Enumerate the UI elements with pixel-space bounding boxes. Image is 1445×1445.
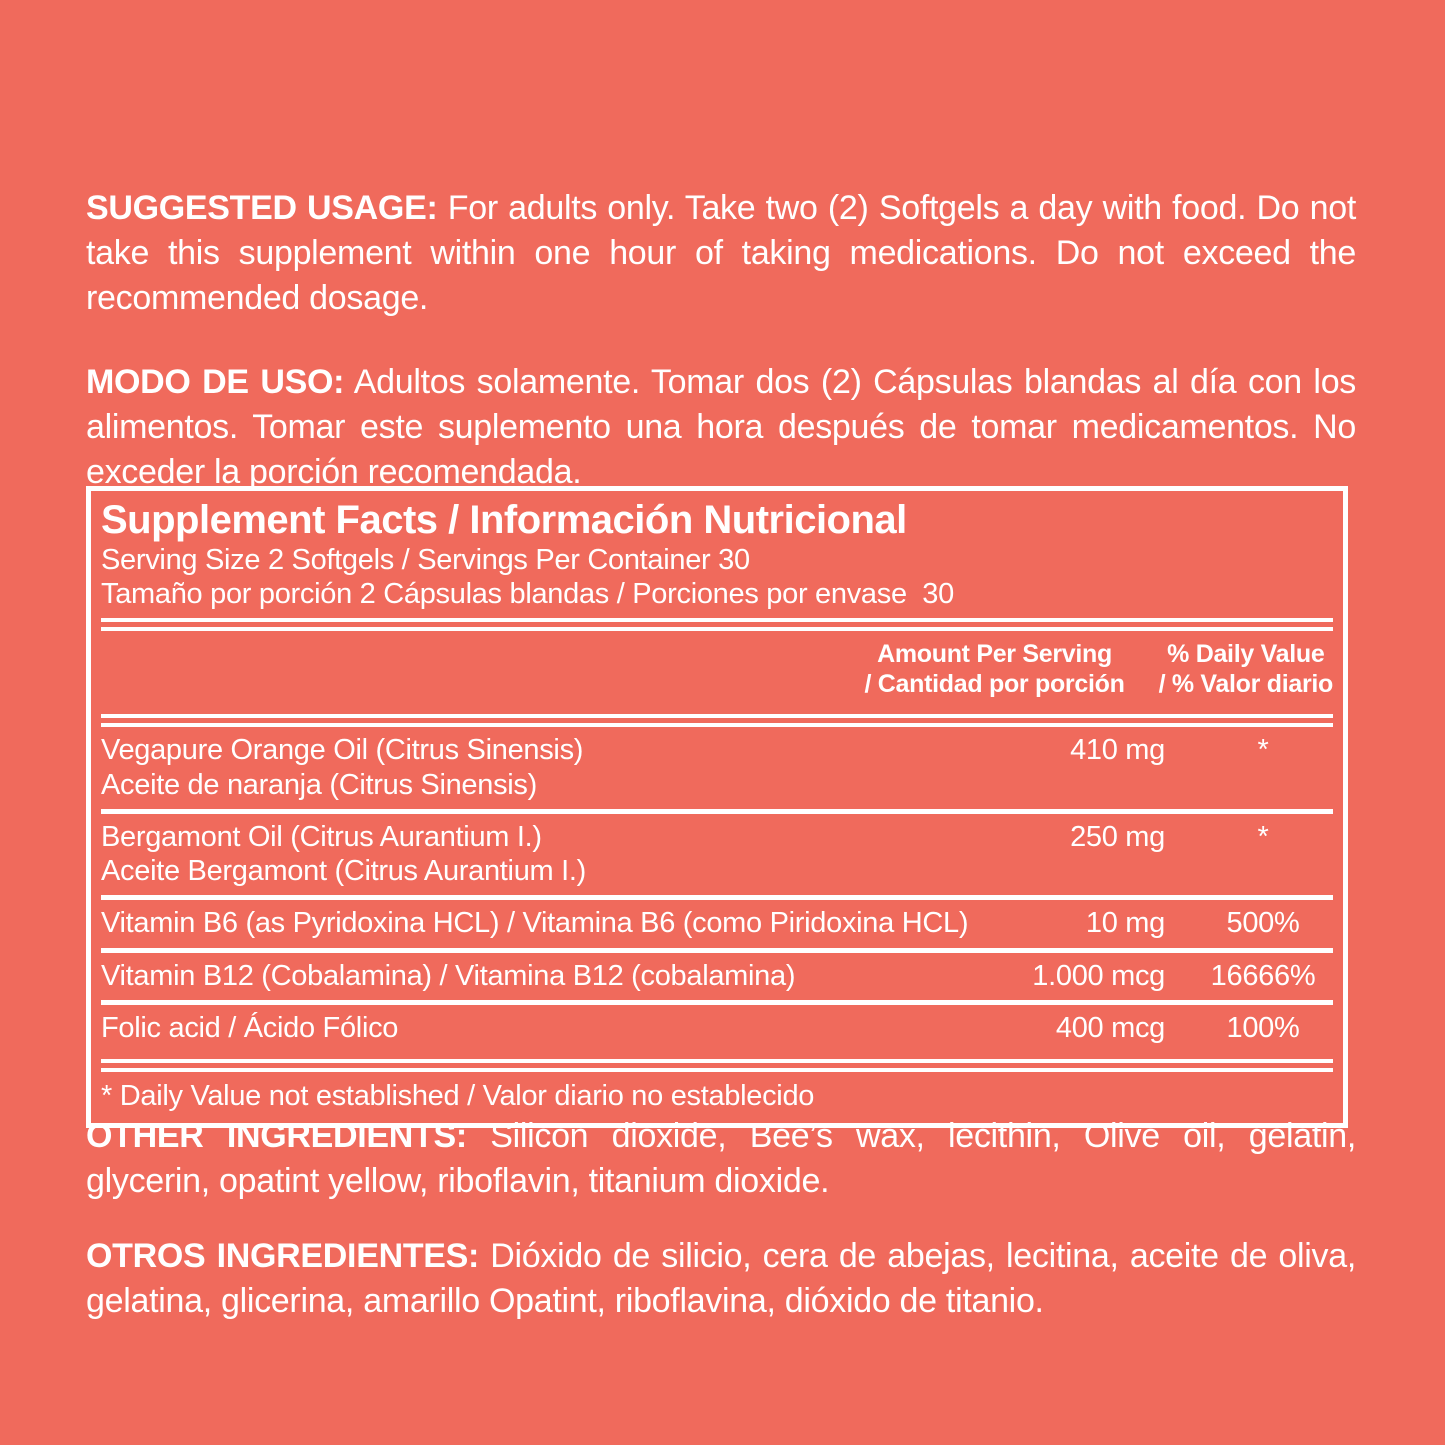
ingredient-amount: 1.000 mcg	[1032, 959, 1165, 992]
ingredient-daily-value: 100%	[1226, 1011, 1300, 1044]
serving-size-line-en: Serving Size 2 Softgels / Servings Per Container 30	[101, 544, 750, 576]
modo-de-uso-paragraph	[86, 360, 1356, 495]
otros-ingredientes-paragraph	[86, 1234, 1356, 1324]
column-header-daily-value: % Daily Value / % Valor diario	[1158, 640, 1333, 699]
ingredient-amount: 400 mcg	[1055, 1011, 1165, 1044]
ingredient-daily-value: 16666%	[1210, 959, 1316, 992]
facts-title: Supplement Facts / Información Nutricional	[101, 498, 907, 542]
suggested-usage-text: For adults only. Take two (2) Softgels a day with food. Do not take this supplement within one hour of taking medications. Do not exceed the recommended dosage.	[86, 189, 1357, 317]
suggested-usage-label: SUGGESTED USAGE:	[86, 189, 438, 227]
table-row	[101, 727, 1333, 808]
daily-value-footnote: * Daily Value not established / Valor diario no establecido	[101, 1079, 815, 1112]
ingredient-daily-value: 500%	[1226, 907, 1300, 940]
otros-ingredientes-label: OTROS INGREDIENTES:	[86, 1237, 480, 1275]
ingredient-name: Vitamin B12 (Cobalamina) / Vitamina B12 (cobalamina)	[101, 959, 796, 992]
other-ingredients-text: Silicon dioxide, Bee’s wax, lecithin, Olive oil, gelatin, glycerin, opatint yellow, riboflavin, titanium dioxide.	[86, 1117, 1356, 1200]
suggested-usage-paragraph	[86, 186, 1356, 321]
ingredient-name: Bergamont Oil (Citrus Aurantium I.) Aceite Bergamont (Citrus Aurantium I.)	[101, 820, 587, 888]
serving-size-line-es: Tamaño por porción 2 Cápsulas blandas / Porciones por envase 30	[101, 578, 954, 611]
separator-double	[101, 618, 1333, 631]
column-headers	[101, 631, 1333, 707]
modo-de-uso-text: Adultos solamente. Tomar dos (2) Cápsulas blandas al día con los alimentos. Tomar este suplemento una hora después de tomar medicamentos. No exceder la porción recomendada.	[86, 363, 1357, 491]
otros-ingredientes-text: Dióxido de silicio, cera de abejas, lecitina, aceite de oliva, gelatina, glicerina, amarillo Opatint, riboflavina, dióxido de titanio.	[86, 1237, 1356, 1320]
ingredient-daily-value: *	[1257, 734, 1269, 767]
separator-double	[101, 714, 1333, 727]
ingredient-name: Vegapure Orange Oil (Citrus Sinensis) Aceite de naranja (Citrus Sinensis)	[101, 734, 584, 801]
table-row	[101, 900, 1333, 947]
separator-double	[101, 1059, 1333, 1072]
ingredient-amount: 250 mg	[1070, 820, 1165, 853]
table-row	[101, 1005, 1333, 1052]
ingredient-amount: 10 mg	[1085, 907, 1165, 940]
ingredient-name: Vitamin B6 (as Pyridoxina HCL) / Vitamina B6 (como Piridoxina HCL)	[101, 907, 969, 940]
column-header-amount: Amount Per Serving / Cantidad por porción	[864, 640, 1125, 699]
other-ingredients-paragraph	[86, 1114, 1356, 1204]
table-row	[101, 814, 1333, 895]
ingredient-amount: 410 mg	[1070, 734, 1165, 767]
supplement-facts-table	[86, 486, 1348, 1128]
table-row	[101, 953, 1333, 1000]
ingredient-name: Folic acid / Ácido Fólico	[101, 1011, 399, 1044]
other-ingredients-label: OTHER INGREDIENTS:	[86, 1117, 467, 1155]
ingredient-daily-value: *	[1257, 820, 1269, 853]
modo-de-uso-label: MODO DE USO:	[86, 363, 345, 401]
